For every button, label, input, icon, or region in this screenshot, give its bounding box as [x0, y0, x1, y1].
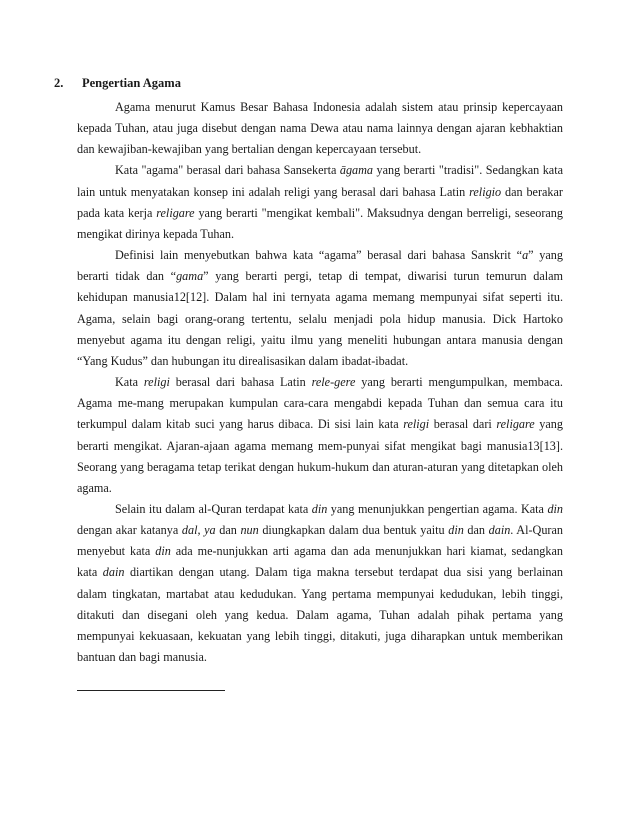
- paragraph-text: Kata: [115, 375, 144, 390]
- paragraph-text: ” yang berarti pergi, tetap di tempat, diwarisi turun temurun dalam kehidupan manusia12[12]. Dalam hal ini ternyata agama memang mempunyai sifat seperti itu. Agama, selain bagi orang-orang tertentu, selalu menjadi pola hidup manusia. Dick Hartoko menyebut agama itu dengan religi, yaitu ilmu yang meneliti hubungan antara manusia dengan “Yang Kudus” dan hubungan itu direalisasikan dalam ibadat-ibadat.: [77, 269, 563, 368]
- italic-term: din: [311, 501, 328, 516]
- italic-term: dain: [102, 565, 125, 580]
- italic-term: nun: [240, 523, 259, 538]
- italic-term: dain: [488, 523, 511, 538]
- paragraph-text: berasal dari bahasa Latin: [169, 375, 312, 390]
- paragraph-text: yang berarti mengikat. Ajaran-ajaan agama memang mem-punyai sifat mengikat bagi manusia13[13]. Seorang yang beragama tetap terikat dengan hukum-hukum dan aturan-aturan yang ditetapkan oleh agama.: [77, 417, 563, 495]
- italic-term: religi: [143, 375, 170, 390]
- paragraph-text: ” yang berarti tidak dan “: [77, 248, 563, 284]
- footnote-separator: [77, 690, 225, 691]
- italic-term: gama: [176, 269, 204, 284]
- section-title: Pengertian Agama: [82, 76, 181, 90]
- italic-term: āgama: [339, 163, 374, 178]
- paragraph-text: Selain itu dalam al-Quran terdapat kata: [115, 501, 312, 516]
- italic-term: dal, ya: [181, 523, 216, 538]
- paragraph-text: dan: [215, 523, 241, 538]
- paragraph-text: dengan akar katanya: [77, 523, 182, 538]
- paragraph-text: Kata "agama" berasal dari bahasa Sansekerta: [115, 163, 340, 178]
- paragraph-text: Agama menurut Kamus Besar Bahasa Indonesia adalah sistem atau prinsip kepercayaan kepada Tuhan, atau juga disebut dengan nama Dewa atau nama lainnya dengan ajaran kebhaktian dan kewajiban-kewajiban yang bertalian dengan kepercayaan tersebut.: [77, 100, 563, 157]
- paragraph-2: [77, 160, 563, 245]
- italic-term: din: [547, 501, 564, 516]
- paragraph-text: yang berarti "mengikat kembali". Maksudnya dengan berreligi, seseorang mengikat dirinya kepada Tuhan.: [77, 205, 563, 241]
- section-heading: [54, 76, 181, 91]
- italic-term: religare: [156, 205, 195, 220]
- paragraph-text: yang berarti mengumpulkan, membaca. Agama me-mang merupakan kumpulan cara-cara mengabdi kepada Tuhan dan semua cara itu terkumpul dalam kitab suci yang harus dibaca. Di sisi lain kata: [77, 375, 563, 432]
- paragraph-text: berasal dari: [429, 417, 497, 432]
- paragraph-text: diartikan dengan utang. Dalam tiga makna tersebut terdapat dua sisi yang berlainan dalam tingkatan, martabat atau kedudukan. Yang pertama mempunyai kedudukan, lebih tinggi, ditakuti dan disegani oleh yang kedua. Dalam agama, Tuhan adalah pihak pertama yang mempunyai kekuasaan, kekuatan yang lebih tinggi, ditakuti, juga diharapkan untuk memberikan bantuan dan bagi manusia.: [77, 565, 563, 665]
- paragraph-1: [77, 97, 563, 160]
- paragraph-4: [77, 372, 563, 499]
- paragraph-text: dan: [463, 523, 489, 538]
- italic-term: religare: [496, 417, 535, 432]
- paragraph-text: yang menunjukkan pengertian agama. Kata: [327, 501, 548, 516]
- paragraph-text: ada me-nunjukkan arti agama dan ada menunjukkan hari kiamat, sedangkan kata: [77, 544, 563, 580]
- italic-term: religi: [403, 417, 430, 432]
- paragraph-text: yang berarti "tradisi". Sedangkan kata lain untuk menyatakan konsep ini adalah religi yang berasal dari bahasa Latin: [77, 163, 563, 199]
- section-number: 2.: [54, 76, 64, 90]
- italic-term: a: [522, 248, 529, 263]
- italic-term: din: [155, 544, 171, 559]
- paragraph-3: [77, 245, 563, 372]
- paragraph-text: . Al-Quran menyebut kata: [77, 523, 563, 559]
- paragraph-text: diungkapkan dalam dua bentuk yaitu: [258, 523, 449, 538]
- paragraph-text: Definisi lain menyebutkan bahwa kata “agama” berasal dari bahasa Sanskrit “: [115, 248, 523, 263]
- paragraph-5: [77, 499, 563, 668]
- paragraph-text: dan berakar pada kata kerja: [77, 184, 563, 220]
- italic-term: rele-gere: [311, 375, 356, 390]
- section-body: [77, 97, 563, 668]
- italic-term: religio: [469, 184, 502, 199]
- italic-term: din: [448, 523, 464, 538]
